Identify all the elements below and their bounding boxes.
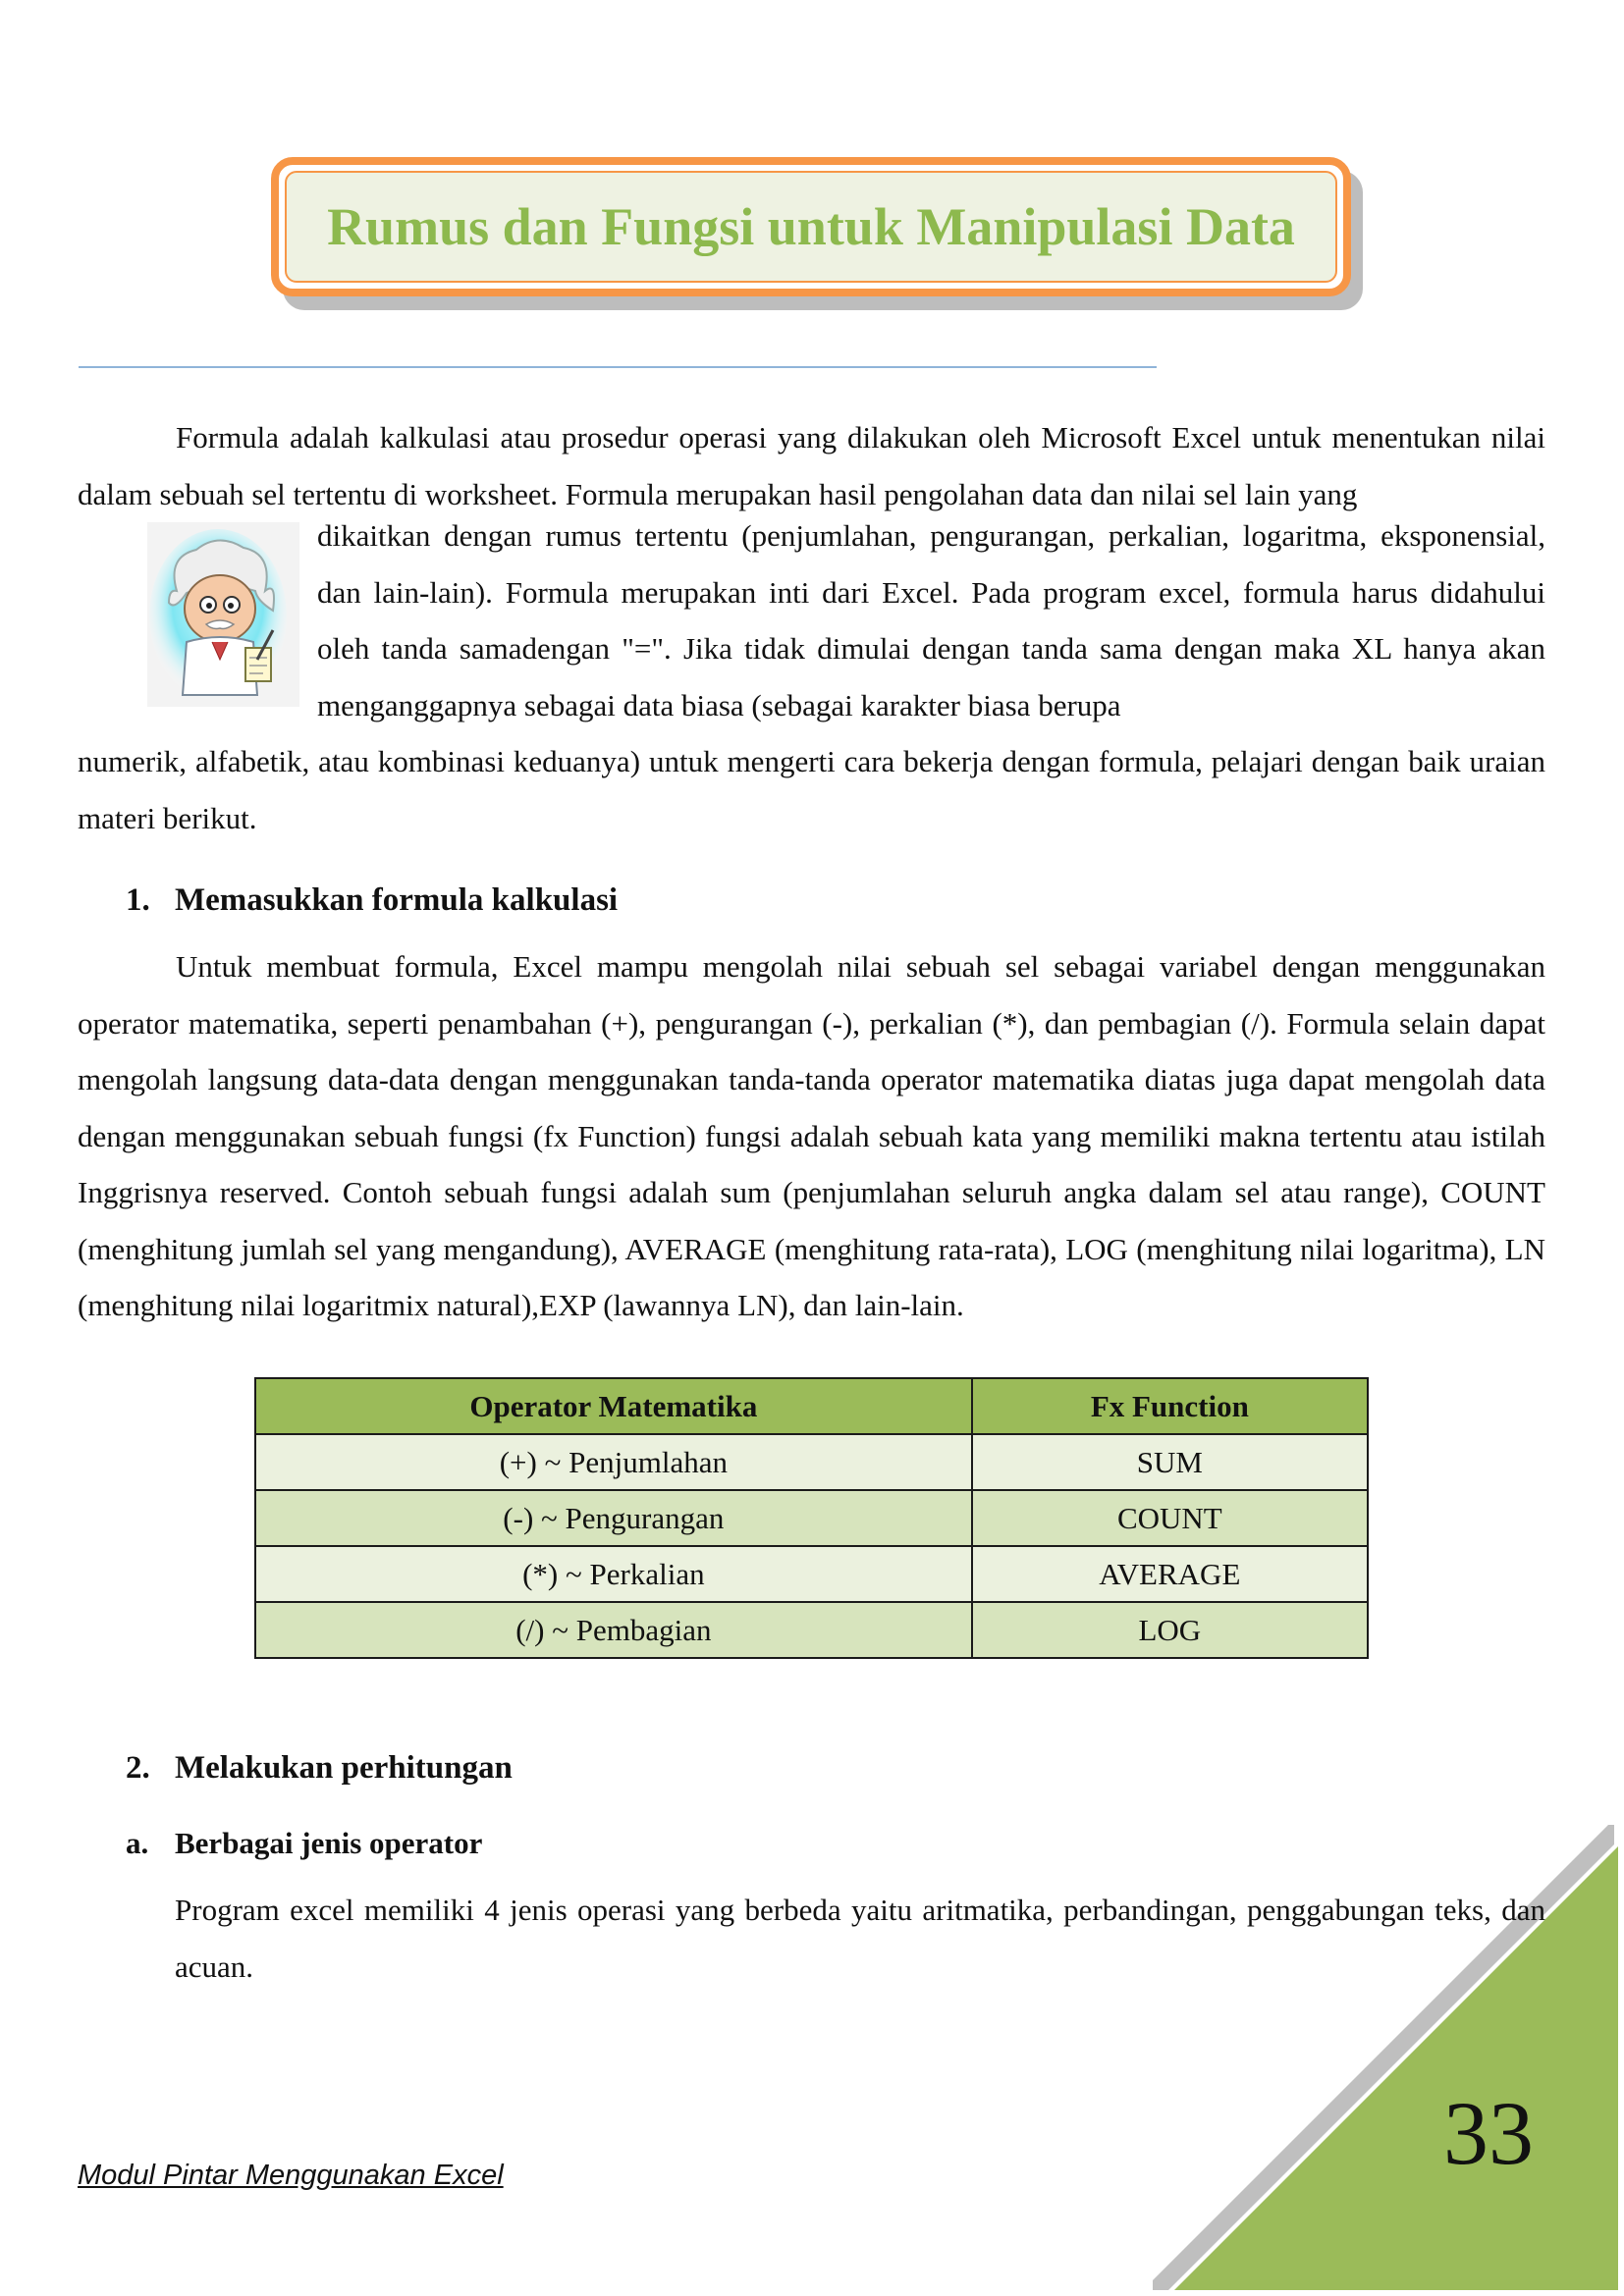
module-footer-title: Modul Pintar Menggunakan Excel [78,2160,504,2191]
intro-paragraph-3: numerik, alfabetik, atau kombinasi keduanya) untuk mengerti cara bekerja dengan formula, pelajari dengan baik uraian materi berikut. [78,744,1545,835]
table-cell-operator: (-) ~ Pengurangan [255,1490,972,1546]
page-title-banner [271,157,1351,296]
table-header-operator: Operator Matematika [255,1378,972,1434]
title-divider [79,366,1157,368]
table-row [255,1602,1368,1658]
section-2-title: Melakukan perhitungan [175,1750,513,1786]
table-cell-function: COUNT [972,1490,1368,1546]
subsection-a-title: Berbagai jenis operator [175,1826,483,1860]
table-header-row [255,1378,1368,1434]
table-cell-function: SUM [972,1434,1368,1490]
table-cell-operator: (+) ~ Penjumlahan [255,1434,972,1490]
title-banner-inner [285,171,1337,283]
table-row [255,1490,1368,1546]
table-row [255,1546,1368,1602]
table-cell-operator: (/) ~ Pembagian [255,1602,972,1658]
table-cell-function: LOG [972,1602,1368,1658]
subsection-a-body: Program excel memiliki 4 jenis operasi yang berbeda yaitu aritmatika, perbandingan, penggabungan teks, dan acuan. [175,1893,1545,1984]
section-1-number: 1. [126,882,150,918]
table-header-function: Fx Function [972,1378,1368,1434]
operator-function-table [254,1377,1369,1659]
section-2-number: 2. [126,1750,150,1786]
table-cell-function: AVERAGE [972,1546,1368,1602]
page-title: Rumus dan Fungsi untuk Manipulasi Data [327,197,1295,256]
section-1-body: Untuk membuat formula, Excel mampu mengolah nilai sebuah sel sebagai variabel dengan menggunakan operator matematika, seperti penambahan (+), pengurangan (-), perkalian (*), dan pembagian (/). Formula selain dapat mengolah langsung data-data dengan menggunakan tanda-tanda operator matematika diatas juga dapat mengolah data dengan menggunakan sebuah fungsi (fx Function) fungsi adalah sebuah kata yang memiliki makna tertentu atau istilah Inggrisnya reserved. Contoh sebuah fungsi adalah sum (penjumlahan seluruh angka dalam sel atau range), COUNT (menghitung jumlah sel yang mengandung), AVERAGE (menghitung rata-rata), LOG (menghitung nilai logaritma), LN (menghitung nilai logaritmix natural),EXP (lawannya LN), dan lain-lain. [78,949,1545,1322]
intro-paragraph-2: dikaitkan dengan rumus tertentu (penjumlahan, pengurangan, perkalian, logaritma, eksponensial, dan lain-lain). Formula merupakan inti dari Excel. Pada program excel, formula harus didahului oleh tanda samadengan "=". Jika tidak dimulai dengan tanda sama dengan maka XL hanya akan menganggapnya sebagai data biasa (sebagai karakter biasa berupa [317,518,1545,722]
professor-cartoon-illustration [147,522,299,707]
section-1-title: Memasukkan formula kalkulasi [175,882,619,918]
page-number: 33 [1443,2083,1534,2183]
subsection-a-letter: a. [126,1826,149,1860]
section-1-heading [0,882,1624,928]
table-row [255,1434,1368,1490]
intro-paragraph-1: Formula adalah kalkulasi atau prosedur operasi yang dilakukan oleh Microsoft Excel untuk menentukan nilai dalam sebuah sel tertentu di worksheet. Formula merupakan hasil pengolahan data dan nilai sel lain yang [78,420,1545,511]
section-2-heading [0,1750,1624,1795]
title-banner-frame [271,157,1351,296]
table-cell-operator: (*) ~ Perkalian [255,1546,972,1602]
